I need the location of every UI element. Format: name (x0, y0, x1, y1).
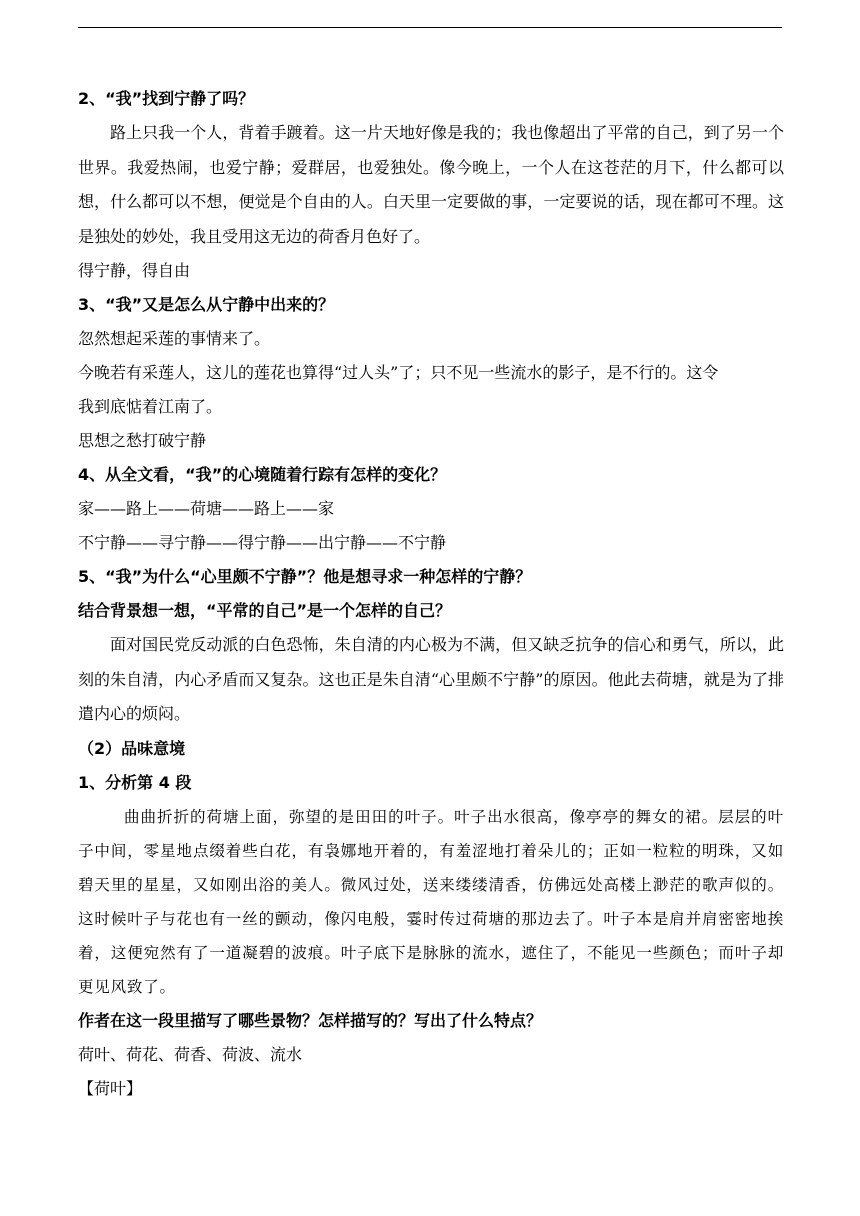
section-2-heading: （2）品味意境 (78, 738, 186, 758)
question-5-answer: 面对国民党反动派的白色恐怖，朱自清的内心极为不满，但又缺乏抗争的信心和勇气，所以，此刻的朱自清，内心矛盾而又复杂。这也正是朱自清“心里颇不宁静”的原因。他此去荷塘，就是为了排遣内心的烦闷。 (78, 635, 784, 723)
section-2-tag: 【荷叶】 (78, 1078, 143, 1098)
question-2-answer: 得宁静，得自由 (78, 261, 191, 280)
question-3-heading: 3、“我”又是怎么从宁静中出来的？ (78, 295, 335, 314)
document-body (78, 82, 784, 1106)
paragraph-4-quote: 曲曲折折的荷塘上面，弥望的是田田的叶子。叶子出水很高，像亭亭的舞女的裙。层层的叶子中间，零星地点缀着些白花，有袅娜地开着的，有羞涩地打着朵儿的；正如一粒粒的明珠，又如碧天里的星星，又如刚出浴的美人。微风过处，送来缕缕清香，仿佛远处高楼上渺茫的歌声似的。这时候叶子与花也有一丝的颤动，像闪电般，霎时传过荷塘的那边去了。叶子本是肩并肩密密地挨着，这便宛然有了一道凝碧的波痕。叶子底下是脉脉的流水，遮住了，不能见一些颜色；而叶子却更见风致了。 (78, 807, 784, 996)
section-2-subheading: 1、分析第 4 段 (78, 772, 192, 792)
question-3-line-1: 忽然想起采莲的事情来了。 (78, 329, 271, 348)
question-5-heading-2: 结合背景想一想，“平常的自己”是一个怎样的自己？ (78, 601, 452, 620)
header-rule (78, 27, 782, 28)
section-2-answer: 荷叶、荷花、荷香、荷波、流水 (78, 1044, 303, 1064)
question-4-mood: 不宁静——寻宁静——得宁静——出宁静——不宁静 (78, 533, 447, 552)
question-4-route: 家——路上——荷塘——路上——家 (78, 499, 335, 518)
question-3-line-2a: 今晚若有采莲人，这儿的莲花也算得“过人头”了；只不见一些流水的影子，是不行的。这令 (78, 363, 719, 382)
question-4-heading: 4、从全文看，“我”的心境随着行踪有怎样的变化？ (78, 465, 447, 484)
question-2-passage: 路上只我一个人，背着手踱着。这一片天地好像是我的；我也像超出了平常的自己，到了另一个世界。我爱热闹，也爱宁静；爱群居，也爱独处。像今晚上，一个人在这苍茫的月下，什么都可以想，什么都可以不想，便觉是个自由的人。白天里一定要做的事，一定要说的话，现在都可不理。这是独处的妙处，我且受用这无边的荷香月色好了。 (78, 123, 784, 246)
section-2-question: 作者在这一段里描写了哪些景物？怎样描写的？写出了什么特点？ (78, 1010, 543, 1030)
question-3-line-2b: 我到底惦着江南了。 (78, 397, 223, 416)
question-3-answer: 思想之愁打破宁静 (78, 431, 207, 450)
question-5-heading-1: 5、“我”为什么“心里颇不宁静”？他是想寻求一种怎样的宁静？ (78, 567, 532, 586)
question-2-heading: 2、“我”找到宁静了吗？ (78, 89, 255, 108)
